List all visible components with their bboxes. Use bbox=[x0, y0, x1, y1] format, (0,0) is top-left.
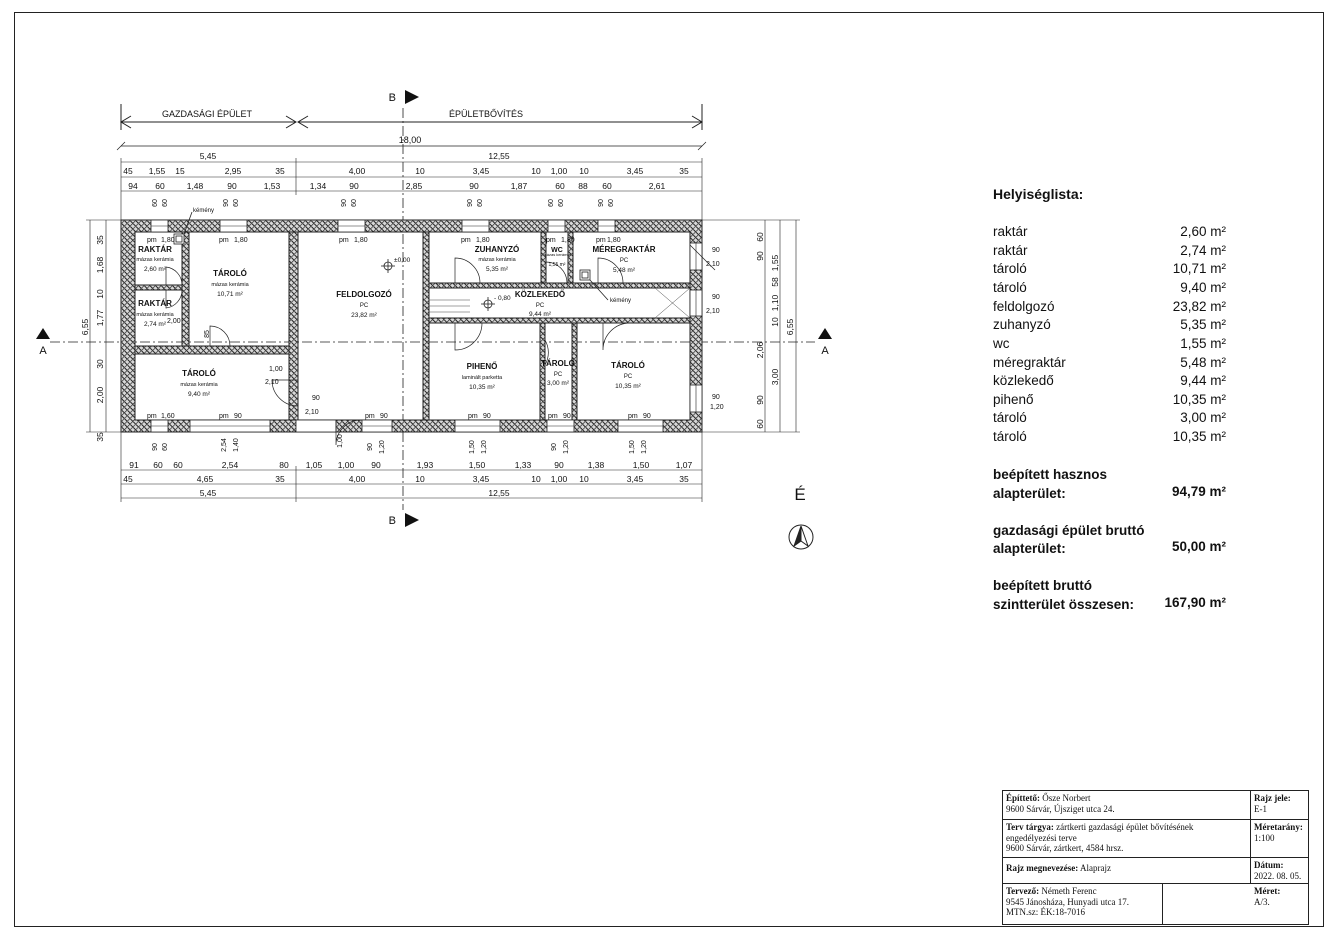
dim-bot1-10: 1,33 bbox=[514, 460, 532, 470]
dim-left-1: 1,68 bbox=[95, 256, 105, 274]
pm-label-10: pm bbox=[468, 413, 478, 420]
room-finish-raktar-1: mázas kerámia bbox=[136, 257, 174, 263]
top-dimension-texts bbox=[123, 151, 689, 191]
dim-top3-0: 94 bbox=[128, 181, 138, 191]
vw-top-60h: 60 bbox=[608, 199, 615, 207]
room-area-raktar-2: 2,74 m² bbox=[143, 321, 167, 328]
dim-top3-8: 90 bbox=[469, 181, 479, 191]
dim-left-3: 1,77 bbox=[95, 309, 105, 327]
summary-value: 94,79 m² bbox=[1171, 484, 1226, 499]
dim-right-0: 60 bbox=[755, 232, 765, 242]
room-finish-kozlekedo: PC bbox=[535, 303, 545, 309]
room-list-area: 23,82 m² bbox=[1172, 299, 1226, 314]
room-finish-meregraktar: PC bbox=[619, 258, 629, 264]
title-block-row-subject bbox=[1003, 820, 1308, 858]
wall-small-store-right bbox=[572, 323, 577, 420]
size-label: Méret: bbox=[1254, 886, 1281, 896]
builder-address: 9600 Sárvár, Újsziget utca 24. bbox=[1006, 803, 1115, 814]
pm-h-6: 1,80 bbox=[607, 237, 621, 244]
room-list-area: 10,35 m² bbox=[1172, 429, 1226, 444]
dim-bot1-8: 1,93 bbox=[416, 460, 434, 470]
dim-top-12-55: 12,55 bbox=[488, 151, 510, 161]
small-d-200: 2,00 bbox=[167, 318, 181, 325]
pm-h-3: 1,80 bbox=[354, 237, 368, 244]
door-d-int2: 1,00 bbox=[269, 366, 283, 373]
chimney-label-2: kémény bbox=[610, 298, 632, 304]
dim-top3-12: 60 bbox=[602, 181, 612, 191]
room-list-name: wc bbox=[993, 336, 1010, 351]
room-list-name: raktár bbox=[993, 243, 1028, 258]
dim-bot3-1: 12,55 bbox=[488, 488, 510, 498]
bottom-dimension-texts bbox=[123, 460, 692, 498]
pm-h-2: 1,80 bbox=[234, 237, 248, 244]
dim-bot1-5: 1,05 bbox=[305, 460, 323, 470]
dim-bot1-13: 1,50 bbox=[632, 460, 650, 470]
door-swing-1 bbox=[210, 326, 230, 346]
dim-bot1-1: 60 bbox=[153, 460, 163, 470]
dim-bot2-8: 10 bbox=[579, 474, 589, 484]
title-block-row-builder bbox=[1003, 791, 1308, 820]
dim-right-10: 6,55 bbox=[785, 318, 795, 336]
room-list-name: feldolgozó bbox=[993, 299, 1055, 314]
room-list-area: 5,48 m² bbox=[1180, 355, 1226, 370]
ext-w-2: 90 bbox=[712, 294, 720, 301]
dim-top3-3: 90 bbox=[227, 181, 237, 191]
summary-label-line2: szintterület összesen: bbox=[993, 597, 1135, 612]
right-dimension-texts bbox=[755, 232, 795, 429]
dim-top-5-45: 5,45 bbox=[199, 151, 217, 161]
dim-bot2-4: 10 bbox=[415, 474, 425, 484]
pm-w-11: 90 bbox=[563, 413, 571, 420]
room-list-title: Helyiséglista: bbox=[993, 186, 1084, 202]
ext-d-1: 2,10 bbox=[706, 261, 720, 268]
room-name-raktar-1: RAKTÁR bbox=[138, 245, 172, 254]
dim-bot3-0: 5,45 bbox=[199, 488, 217, 498]
room-name-tarolo-4: TÁROLÓ bbox=[611, 361, 645, 370]
room-area-raktar-1: 2,60 m² bbox=[143, 266, 167, 273]
door-swing-5 bbox=[455, 323, 482, 350]
room-name-raktar-2: RAKTÁR bbox=[138, 299, 172, 308]
title-block bbox=[1002, 790, 1309, 925]
wall-shower-left bbox=[423, 232, 429, 420]
door-swing-6 bbox=[603, 323, 630, 350]
wall-storage-divider bbox=[135, 285, 182, 290]
room-list-area: 10,35 m² bbox=[1172, 392, 1226, 407]
section-arrow-b-top bbox=[405, 90, 419, 104]
pm-w-8: 90 bbox=[234, 413, 242, 420]
room-finish-tarolo-1: mázas kerámia bbox=[211, 282, 249, 288]
dim-bot2-5: 3,45 bbox=[472, 474, 490, 484]
dim-bot2-6: 10 bbox=[531, 474, 541, 484]
pm-w-12: 90 bbox=[643, 413, 651, 420]
title-block-row-designer bbox=[1003, 884, 1308, 924]
dim-top2-2: 15 bbox=[175, 166, 185, 176]
drawing-no: E-1 bbox=[1254, 803, 1267, 814]
size-value: A/3. bbox=[1254, 896, 1270, 907]
dim-left-5: 2,00 bbox=[95, 386, 105, 404]
room-name-kozlekedo: KÖZLEKEDŐ bbox=[514, 290, 566, 299]
dim-right-7: 3,00 bbox=[770, 368, 780, 386]
door-swing-8 bbox=[455, 258, 480, 283]
dim-top2-11: 3,45 bbox=[626, 166, 644, 176]
room-list-area: 5,35 m² bbox=[1180, 317, 1226, 332]
dim-top3-5: 1,34 bbox=[309, 181, 327, 191]
dim-top3-2: 1,48 bbox=[186, 181, 204, 191]
level-minus: - 0,80 bbox=[494, 295, 511, 302]
vw-top-90a: 90 bbox=[223, 199, 230, 207]
subject-location: 9600 Sárvár, zártkert, 4584 hrsz. bbox=[1006, 843, 1124, 853]
door-swing-3 bbox=[166, 267, 182, 285]
dim-right-1: 90 bbox=[755, 251, 765, 261]
date-label: Dátum: bbox=[1254, 860, 1284, 870]
summary-label-line1: beépített bruttó bbox=[993, 578, 1092, 593]
pm-label-3: pm bbox=[339, 237, 349, 244]
room-area-tarolo-1: 10,71 m² bbox=[217, 291, 243, 298]
dim-bot1-9: 1,50 bbox=[468, 460, 486, 470]
vw-bot-120a: 1,20 bbox=[379, 440, 386, 454]
dim-top2-4: 35 bbox=[275, 166, 285, 176]
drawing-no-label: Rajz jele: bbox=[1254, 793, 1291, 803]
pm-label-1: pm bbox=[147, 237, 157, 244]
dim-top2-7: 3,45 bbox=[472, 166, 490, 176]
dim-top2-6: 10 bbox=[415, 166, 425, 176]
dim-top2-8: 10 bbox=[531, 166, 541, 176]
dim-bot1-11: 90 bbox=[554, 460, 564, 470]
chimney-label-1: kémény bbox=[193, 208, 215, 214]
summary-label-line2: alapterület: bbox=[993, 541, 1066, 556]
builder-name: Ősze Norbert bbox=[1042, 793, 1091, 803]
vw-bot-254: 2,54 bbox=[221, 438, 228, 452]
vw-bot-90c: 90 bbox=[551, 443, 558, 451]
north-label: É bbox=[794, 485, 806, 504]
pm-label-5: pm bbox=[546, 237, 556, 244]
room-finish-tarolo-4: PC bbox=[623, 374, 633, 380]
room-list-area: 2,74 m² bbox=[1180, 243, 1226, 258]
scale-value: 1:100 bbox=[1254, 832, 1275, 843]
designer-address: 9545 Jánosháza, Hunyadi utca 17. bbox=[1006, 896, 1129, 907]
vw-top-60e: 60 bbox=[477, 199, 484, 207]
subject-text-2: engedélyezési terve bbox=[1006, 832, 1077, 843]
dim-right-5: 10 bbox=[770, 317, 780, 327]
room-list-name: tároló bbox=[993, 261, 1027, 276]
pm-label-9: pm bbox=[365, 413, 375, 420]
room-list-name: közlekedő bbox=[993, 373, 1054, 388]
left-dimension-texts bbox=[80, 235, 105, 442]
subject-label: Terv tárgya: bbox=[1006, 822, 1054, 832]
room-area-feldolgozo: 23,82 m² bbox=[351, 312, 377, 319]
pm-label-12: pm bbox=[628, 413, 638, 420]
dim-right-4: 1,10 bbox=[770, 294, 780, 312]
door-d-int: 2,10 bbox=[305, 409, 319, 416]
summary-label-line2: alapterület: bbox=[993, 486, 1066, 501]
room-area-tarolo-2: 9,40 m² bbox=[187, 391, 211, 398]
vw-top-90d: 90 bbox=[598, 199, 605, 207]
room-list-area: 2,60 m² bbox=[1180, 224, 1226, 239]
room-name-tarolo-3: TÁROLÓ bbox=[541, 359, 575, 368]
total-width-label: 18,00 bbox=[398, 135, 422, 145]
title-block-row-drawing-name bbox=[1003, 858, 1308, 884]
summary-label-line1: beépített hasznos bbox=[993, 467, 1108, 482]
dim-top3-4: 1,53 bbox=[263, 181, 281, 191]
room-list-name: pihenő bbox=[993, 392, 1034, 407]
dim-top2-3: 2,95 bbox=[224, 166, 242, 176]
room-list-area: 9,44 m² bbox=[1180, 373, 1226, 388]
section-arrow-a-left bbox=[36, 328, 50, 339]
dim-bot2-2: 35 bbox=[275, 474, 285, 484]
dim-left-2: 10 bbox=[95, 289, 105, 299]
room-finish-zuhanyzo: mázas kerámia bbox=[478, 257, 516, 263]
wall-storage-bottom bbox=[135, 346, 295, 354]
zone-label-right: ÉPÜLETBŐVÍTÉS bbox=[448, 109, 524, 119]
vw-bot-90b: 90 bbox=[367, 443, 374, 451]
room-name-piheno: PIHENŐ bbox=[466, 362, 498, 371]
dim-left-6: 35 bbox=[95, 432, 105, 442]
ext-w-3: 90 bbox=[712, 394, 720, 401]
dim-bot1-2: 60 bbox=[173, 460, 183, 470]
pm-label-6: pm bbox=[596, 237, 606, 244]
room-finish-piheno: laminált parketta bbox=[461, 375, 503, 381]
room-area-tarolo-4: 10,35 m² bbox=[615, 383, 641, 390]
designer-license: MTN.sz: ÉK:18-7016 bbox=[1006, 907, 1085, 917]
room-list-area: 10,71 m² bbox=[1172, 261, 1226, 276]
dim-top2-5: 4,00 bbox=[348, 166, 366, 176]
room-name-wc: WC bbox=[551, 247, 563, 254]
room-area-piheno: 10,35 m² bbox=[469, 384, 495, 391]
vw-int-100: 1,00 bbox=[337, 434, 344, 448]
zone-label-left: GAZDASÁGI ÉPÜLET bbox=[161, 109, 253, 119]
dim-right-6: 2,06 bbox=[755, 341, 765, 359]
dim-left-0: 35 bbox=[95, 235, 105, 245]
ext-d-2: 2,10 bbox=[706, 308, 720, 315]
room-finish-feldolgozo: PC bbox=[359, 303, 369, 309]
door-ext bbox=[296, 420, 336, 432]
window-annotations bbox=[147, 237, 724, 420]
room-area-meregraktar: 5,48 m² bbox=[612, 267, 636, 274]
drawing-name-label: Rajz megnevezése: bbox=[1006, 863, 1079, 873]
vw-top-60b: 60 bbox=[162, 199, 169, 207]
vw-top-60a: 60 bbox=[152, 199, 159, 207]
dim-top2-9: 1,00 bbox=[550, 166, 568, 176]
dim-right-2: 1,55 bbox=[770, 254, 780, 272]
room-area-wc: 1,55 m² bbox=[548, 262, 566, 268]
dim-bot2-1: 4,65 bbox=[196, 474, 214, 484]
room-finish-raktar-2: mázas kerámia bbox=[136, 312, 174, 318]
vw-bot-120c: 1,20 bbox=[563, 440, 570, 454]
pm-h-1: 1,80 bbox=[161, 237, 175, 244]
section-arrow-a-right bbox=[818, 328, 832, 339]
dim-top3-11: 88 bbox=[578, 181, 588, 191]
vw-top-60c: 60 bbox=[233, 199, 240, 207]
wall-small-store-left bbox=[540, 323, 545, 420]
dim-bot1-0: 91 bbox=[129, 460, 139, 470]
builder-label: Építtető: bbox=[1006, 793, 1040, 803]
pm-label-7: pm bbox=[147, 413, 157, 420]
wall-corridor-bottom bbox=[429, 318, 690, 323]
vw-bot-60a: 60 bbox=[162, 443, 169, 451]
room-list-name: tároló bbox=[993, 410, 1027, 425]
pm-h-5: 1,80 bbox=[561, 237, 575, 244]
room-area-zuhanyzo: 5,35 m² bbox=[485, 266, 509, 273]
section-mark-a-right: A bbox=[821, 345, 829, 357]
summary-label-line1: gazdasági épület bruttó bbox=[993, 523, 1145, 538]
dim-bot2-9: 3,45 bbox=[626, 474, 644, 484]
room-list-area: 1,55 m² bbox=[1180, 336, 1226, 351]
vw-bot-120b: 1,20 bbox=[481, 440, 488, 454]
pm-w-10: 90 bbox=[483, 413, 491, 420]
room-finish-wc: mázas kerámia bbox=[543, 252, 571, 257]
dim-top2-10: 10 bbox=[579, 166, 589, 176]
wall-building-joint bbox=[289, 232, 298, 420]
room-name-zuhanyzo: ZUHANYZÓ bbox=[474, 245, 520, 254]
dim-top3-10: 60 bbox=[555, 181, 565, 191]
subject-text: zártkerti gazdasági épület bővítésének bbox=[1056, 822, 1194, 832]
dim-bot1-7: 90 bbox=[371, 460, 381, 470]
room-list-name: tároló bbox=[993, 280, 1027, 295]
room-list-area: 3,00 m² bbox=[1180, 410, 1226, 425]
drawing-name: Alaprajz bbox=[1079, 863, 1111, 873]
dim-right-3: 58 bbox=[770, 277, 780, 287]
dim-bot1-14: 1,07 bbox=[675, 460, 693, 470]
room-finish-tarolo-2: mázas kerámia bbox=[180, 382, 218, 388]
vw-bot-150b: 1,50 bbox=[629, 440, 636, 454]
section-mark-b-bottom: B bbox=[388, 515, 396, 527]
vw-top-90c: 90 bbox=[467, 199, 474, 207]
room-list-name: zuhanyzó bbox=[993, 317, 1051, 332]
vw-bot-150a: 1,50 bbox=[469, 440, 476, 454]
room-list-name: méregraktár bbox=[993, 355, 1066, 370]
vw-top-60g: 60 bbox=[558, 199, 565, 207]
north-arrow-icon bbox=[789, 525, 813, 549]
dim-right-9: 60 bbox=[755, 419, 765, 429]
ext-d-3: 1,20 bbox=[710, 404, 724, 411]
pm-label-11: pm bbox=[548, 413, 558, 420]
room-name-meregraktar: MÉREGRAKTÁR bbox=[592, 245, 656, 254]
section-mark-a-left: A bbox=[39, 345, 47, 357]
dim-bot2-7: 1,00 bbox=[550, 474, 568, 484]
dim-top3-7: 2,85 bbox=[405, 181, 423, 191]
room-list-name: tároló bbox=[993, 429, 1027, 444]
room-area-kozlekedo: 9,44 m² bbox=[528, 311, 552, 318]
dim-bot1-12: 1,38 bbox=[587, 460, 605, 470]
vw-int-85: 85 bbox=[204, 330, 211, 338]
room-name-tarolo-2: TÁROLÓ bbox=[182, 369, 216, 378]
dim-top2-1: 1,55 bbox=[148, 166, 166, 176]
dim-bot2-10: 35 bbox=[679, 474, 689, 484]
pm-h-4: 1,80 bbox=[476, 237, 490, 244]
wall-corridor-top bbox=[429, 283, 690, 288]
date-value: 2022. 08. 05. bbox=[1254, 870, 1302, 881]
pm-w-9: 90 bbox=[380, 413, 388, 420]
vw-top-60f: 60 bbox=[548, 199, 555, 207]
room-name-tarolo-1: TÁROLÓ bbox=[213, 269, 247, 278]
dim-bot2-3: 4,00 bbox=[348, 474, 366, 484]
dim-top3-13: 2,61 bbox=[648, 181, 666, 191]
section-arrow-b-bottom bbox=[405, 513, 419, 527]
dim-bot1-6: 1,00 bbox=[337, 460, 355, 470]
vw-bot-90a: 90 bbox=[152, 443, 159, 451]
vw-top-60d: 60 bbox=[351, 199, 358, 207]
room-name-feldolgozo: FELDOLGOZÓ bbox=[336, 290, 392, 299]
dim-left-4: 30 bbox=[95, 359, 105, 369]
ext-w-1: 90 bbox=[712, 247, 720, 254]
dim-right-8: 90 bbox=[755, 395, 765, 405]
dim-bot2-0: 45 bbox=[123, 474, 133, 484]
door-w-int: 90 bbox=[312, 395, 320, 402]
pm-label-8: pm bbox=[219, 413, 229, 420]
dim-top3-1: 60 bbox=[155, 181, 165, 191]
room-area-tarolo-3: 3,00 m² bbox=[546, 380, 570, 387]
section-mark-b-top: B bbox=[388, 92, 396, 104]
dim-top2-0: 45 bbox=[123, 166, 133, 176]
dim-bot1-4: 80 bbox=[279, 460, 289, 470]
vw-bot-140: 1,40 bbox=[233, 438, 240, 452]
vw-bot-120d: 1,20 bbox=[641, 440, 648, 454]
door-d-int3: 2,10 bbox=[265, 379, 279, 386]
dim-left-7: 6,55 bbox=[80, 318, 90, 336]
summary-value: 50,00 m² bbox=[1171, 539, 1226, 554]
dim-top2-12: 35 bbox=[679, 166, 689, 176]
room-list-name: raktár bbox=[993, 224, 1028, 239]
designer-label: Tervező: bbox=[1006, 886, 1040, 896]
dim-top3-6: 90 bbox=[349, 181, 359, 191]
designer-name: Németh Ferenc bbox=[1041, 886, 1097, 896]
pm-label-2: pm bbox=[219, 237, 229, 244]
scale-label: Méretarány: bbox=[1254, 822, 1303, 832]
level-plus: ±0,00 bbox=[394, 257, 411, 264]
wall-left-vertical bbox=[182, 232, 189, 347]
summary-value: 167,90 m² bbox=[1164, 595, 1226, 610]
pm-h-7: 1,60 bbox=[161, 413, 175, 420]
dim-top3-9: 1,87 bbox=[510, 181, 528, 191]
vw-top-90b: 90 bbox=[341, 199, 348, 207]
dim-bot1-3: 2,54 bbox=[221, 460, 239, 470]
room-finish-tarolo-3: PC bbox=[553, 372, 563, 378]
pm-label-4: pm bbox=[461, 237, 471, 244]
room-list-area: 9,40 m² bbox=[1180, 280, 1226, 295]
